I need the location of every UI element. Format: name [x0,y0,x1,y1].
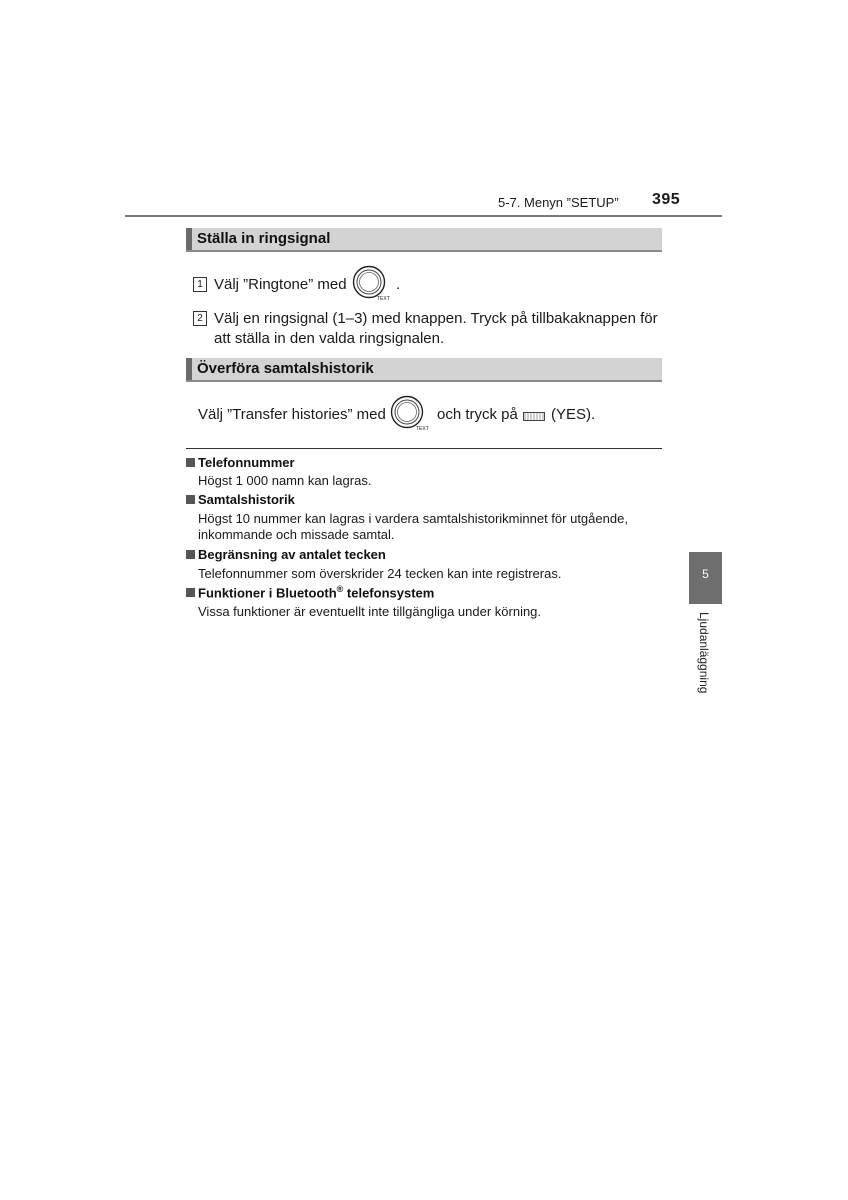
step-2-line-1: Välj en ringsignal (1–3) med knappen. Tryck på tillbakaknappen för [214,310,658,327]
bullet-square-icon [186,458,195,467]
note-title-telefonnummer [186,455,295,470]
step-number: 1 [193,277,207,292]
bullet-square-icon [186,495,195,504]
note-body-telefonnummer [198,473,658,489]
note-line: Telefonnummer som överskrider 24 tecken kan inte registreras. [198,566,562,581]
section-title: Ställa in ringsignal [197,230,331,247]
note-title-text: Funktioner i Bluetooth [198,585,337,601]
section-title: Överföra samtalshistorik [197,360,374,377]
step-1-period: . [396,276,401,293]
note-title-bluetooth [186,584,434,600]
step-2-line-2: att ställa in den valda ringsignalen. [214,330,445,347]
transfer-text-end: (YES). [551,406,596,423]
note-body-bluetooth [198,604,658,620]
transfer-text-start: Välj ”Transfer histories” med [198,406,386,423]
note-body-begransning [198,566,658,582]
section-accent-bar [186,358,192,380]
notes-divider [186,448,662,449]
note-title-text: Begränsning av antalet tecken [198,547,386,562]
transfer-text-middle: och tryck på [437,406,518,423]
note-line: Vissa funktioner är eventuellt inte tillgängliga under körning. [198,604,542,619]
note-title-text: Samtalshistorik [198,492,295,507]
page-number: 395 [652,191,681,208]
bullet-square-icon [186,588,195,597]
section-header-ringtone [186,228,662,252]
step-number: 2 [193,311,207,326]
note-title-text: Telefonnummer [198,455,295,470]
note-line: Högst 1 000 namn kan lagras. [198,473,372,488]
chapter-tab-label: Ljudanläggning [697,612,711,694]
note-title-text: telefonsystem [343,585,435,601]
note-title-samtalshistorik [186,492,295,507]
note-line: inkommande och missade samtal. [198,527,395,542]
chapter-tab-number: 5 [702,567,709,581]
step-1-text: Välj ”Ringtone” med [214,276,347,293]
note-body-samtalshistorik [198,511,658,543]
header-divider [125,215,722,217]
knob-caption: TEXT [377,296,390,302]
step-2-text [214,309,664,349]
note-title-begransning [186,547,386,562]
knob-caption: TEXT [416,426,429,432]
note-line: Högst 10 nummer kan lagras i vardera samtalshistorikminnet för utgående, [198,511,628,526]
bullet-square-icon [186,550,195,559]
registered-mark: ® [336,584,344,594]
section-accent-bar [186,228,192,250]
yes-button-icon [523,412,545,421]
chapter-title: 5-7. Menyn ”SETUP” [498,195,619,210]
section-header-transfer [186,358,662,382]
